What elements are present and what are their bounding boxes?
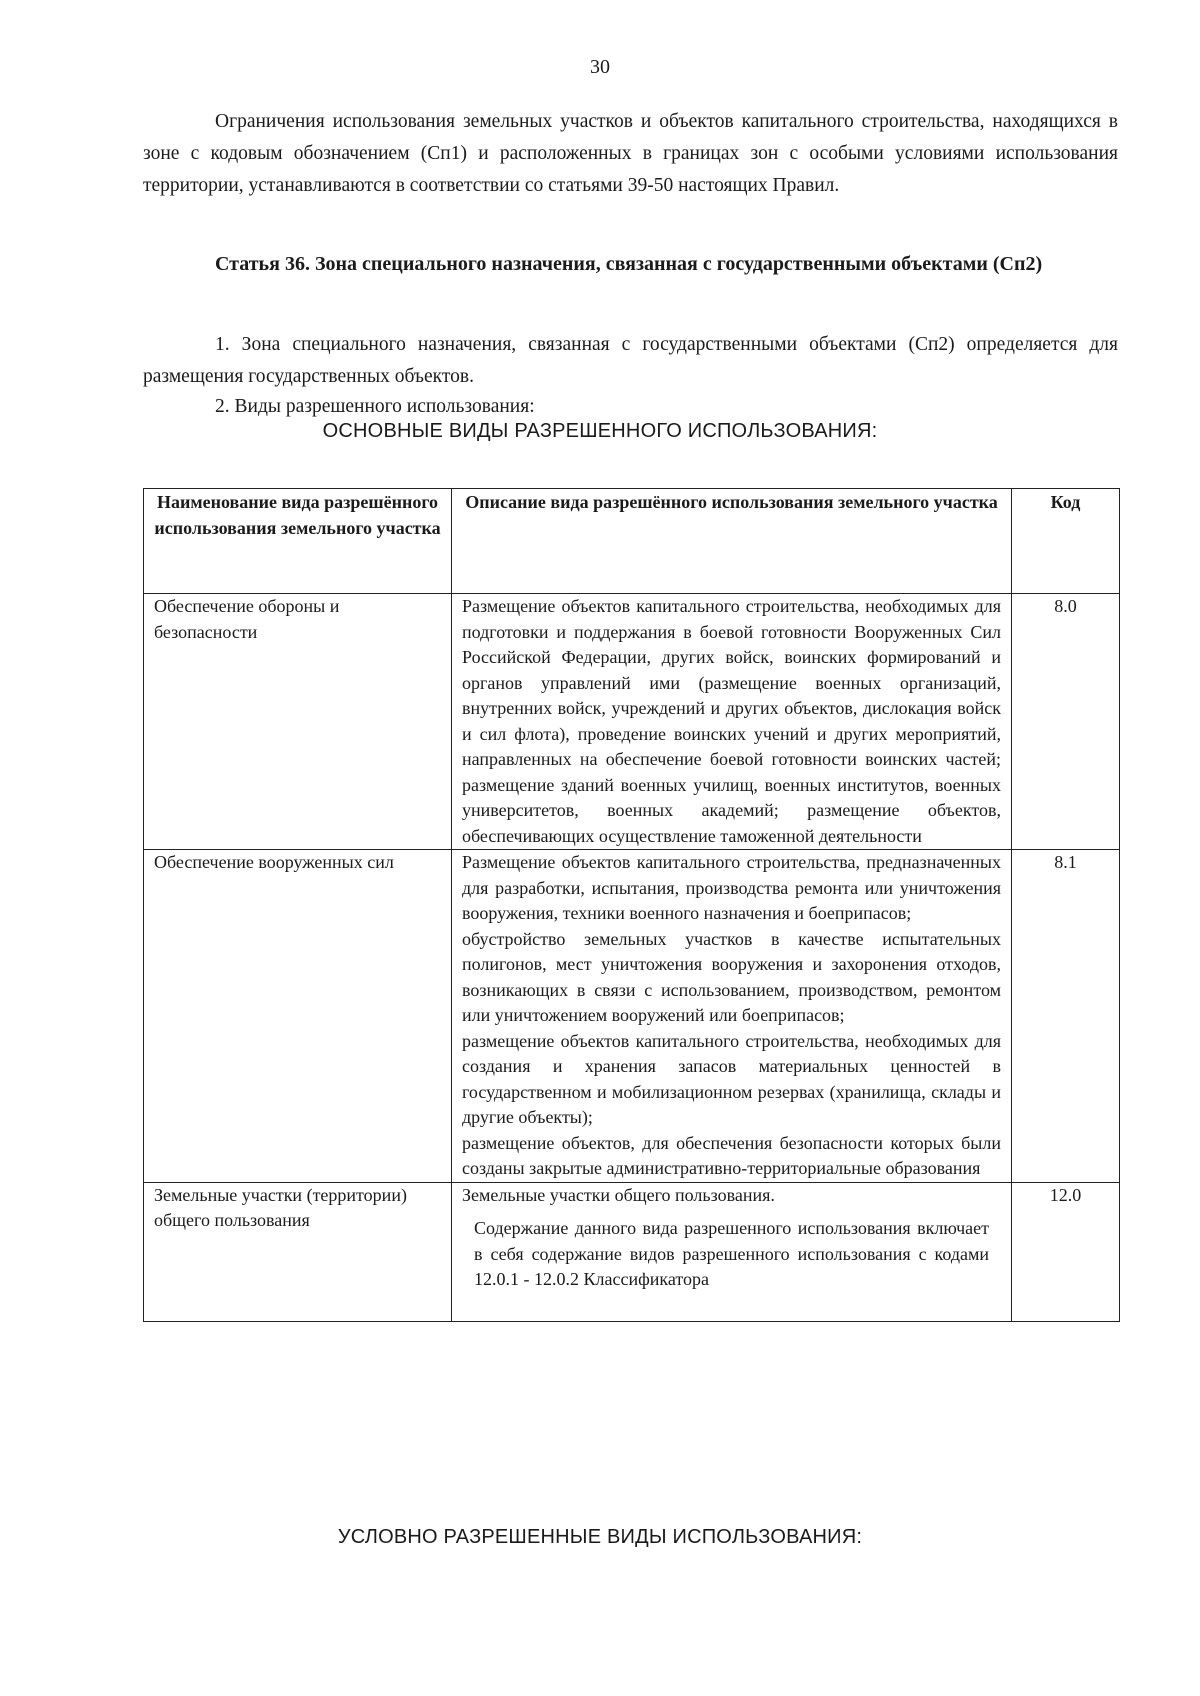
row-name: Обеспечение обороны и безопасности bbox=[144, 594, 452, 850]
table-row bbox=[144, 850, 1120, 1183]
row-name: Обеспечение вооруженных сил bbox=[144, 850, 452, 1183]
permitted-use-table bbox=[143, 488, 1120, 1322]
header-description: Описание вида разрешённого использования земельного участка bbox=[452, 489, 1012, 594]
intro-paragraph: Ограничения использования земельных участков и объектов капитального строительства, находящихся в зоне с кодовым обозначением (Сп1) и расположенных в границах зон с особыми условиями использования территории, устанавливаются в соответствии со статьями 39-50 настоящих Правил. bbox=[143, 111, 1118, 196]
page-number: 30 bbox=[590, 56, 610, 78]
description-part: размещение объектов капитального строительства, необходимых для создания и хранения запасов материальных ценностей в государственном и мобилизационном резервах (хранилища, склады и другие объекты); bbox=[462, 1030, 1001, 1127]
row-code: 12.0 bbox=[1012, 1182, 1120, 1321]
paragraph-1: 1. Зона специального назначения, связанная с государственными объектами (Сп2) определяется для размещения государственных объектов. bbox=[143, 334, 1118, 387]
row-code: 8.1 bbox=[1012, 850, 1120, 1183]
description-part: Размещение объектов капитального строительства, предназначенных для разработки, испытания, производства ремонта или уничтожения вооружения, техники военного назначения и боеприпасов; bbox=[462, 852, 1001, 923]
table-row bbox=[144, 1182, 1120, 1321]
main-types-title: ОСНОВНЫЕ ВИДЫ РАЗРЕШЕННОГО ИСПОЛЬЗОВАНИЯ: bbox=[322, 420, 878, 442]
description-part: Земельные участки общего пользования. bbox=[462, 1184, 775, 1205]
row-description bbox=[452, 850, 1012, 1183]
description-part: размещение объектов, для обеспечения безопасности которых были созданы закрытые административно-территориальные образования bbox=[462, 1132, 1001, 1178]
article-heading: Статья 36. Зона специального назначения, связанная с государственными объектами (Сп2) bbox=[215, 253, 1043, 275]
row-description bbox=[452, 1182, 1012, 1321]
table-header-row bbox=[144, 489, 1120, 594]
row-code: 8.0 bbox=[1012, 594, 1120, 850]
row-name: Земельные участки (территории) общего пользования bbox=[144, 1182, 452, 1321]
conditional-types-title: УСЛОВНО РАЗРЕШЕННЫЕ ВИДЫ ИСПОЛЬЗОВАНИЯ: bbox=[337, 1526, 863, 1548]
header-name: Наименование вида разрешённого использования земельного участка bbox=[144, 489, 452, 594]
paragraph-2: 2. Виды разрешенного использования: bbox=[215, 396, 535, 417]
header-code: Код bbox=[1012, 489, 1120, 594]
description-note: Содержание данного вида разрешенного использования включает в себя содержание видов разрешенного использования с кодами 12.0.1 - 12.0.2 Классификатора bbox=[474, 1218, 989, 1289]
table-row bbox=[144, 594, 1120, 850]
description-part: обустройство земельных участков в качестве испытательных полигонов, мест уничтожения вооружения и захоронения отходов, возникающих в связи с использованием, производством, ремонтом или уничтожением вооружений или боеприпасов; bbox=[462, 928, 1001, 1025]
row-description: Размещение объектов капитального строительства, необходимых для подготовки и поддержания в боевой готовности Вооруженных Сил Российской Федерации, других войск, воинских формирований и органов управлений ими (размещение военных организаций, внутренних войск, учреждений и других объектов, дислокация войск и сил флота), проведение воинских учений и других мероприятий, направленных на обеспечение боевой готовности воинских частей; размещение зданий военных училищ, военных институтов, военных университетов, военных академий; размещение объектов, обеспечивающих осуществление таможенной деятельности bbox=[452, 594, 1012, 850]
